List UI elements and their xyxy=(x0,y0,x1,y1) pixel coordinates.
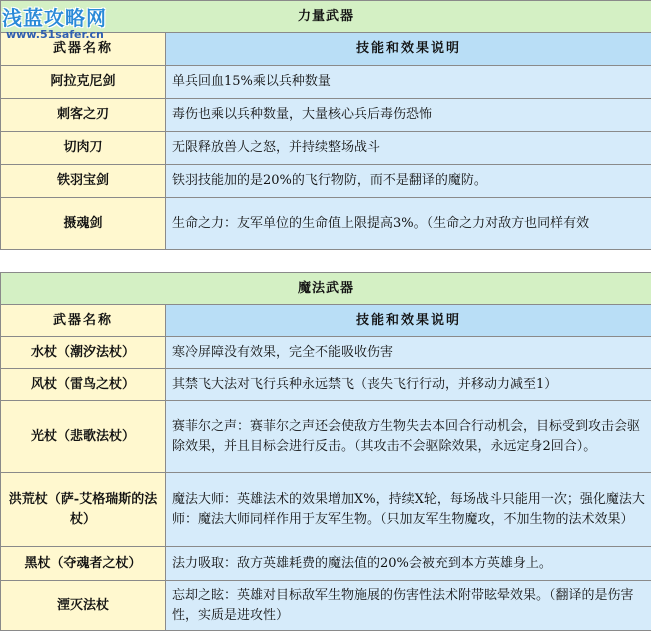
weapon-desc: 法力吸取：敌方英雄耗费的魔法值的20%会被充到本方英雄身上。 xyxy=(166,547,651,581)
weapon-desc: 毒伤也乘以兵种数量，大量核心兵后毒伤恐怖 xyxy=(166,99,651,132)
table-row xyxy=(1,66,651,99)
weapon-name: 铁羽宝剑 xyxy=(1,165,166,198)
magic-header-desc: 技能和效果说明 xyxy=(166,305,651,337)
weapon-name: 切肉刀 xyxy=(1,132,166,165)
table-row xyxy=(1,132,651,165)
weapon-name: 光杖（悲歌法杖） xyxy=(1,401,166,473)
table-row xyxy=(1,165,651,198)
weapon-desc: 单兵回血15%乘以兵种数量 xyxy=(166,66,651,99)
weapon-desc: 赛菲尔之声：赛菲尔之声还会使敌方生物失去本回合行动机会，目标受到攻击会驱除效果，并且目标会进行反击。（其攻击不会驱除效果，永远定身2回合）。 xyxy=(166,401,651,473)
site-url: www.51safer.cn xyxy=(6,28,104,41)
weapon-desc: 寒冷屏障没有效果，完全不能吸收伤害 xyxy=(166,337,651,369)
weapon-desc: 生命之力：友军单位的生命值上限提高3%。（生命之力对敌方也同样有效 xyxy=(166,198,651,250)
weapon-name: 摄魂剑 xyxy=(1,198,166,250)
strength-header-desc: 技能和效果说明 xyxy=(166,33,651,66)
strength-section-title: 力量武器 xyxy=(1,1,651,33)
weapon-desc: 铁羽技能加的是20%的飞行物防，而不是翻译的魔防。 xyxy=(166,165,651,198)
weapon-desc: 魔法大师：英雄法术的效果增加X%，持续X轮，每场战斗只能用一次；强化魔法大师：魔法大师同样作用于友军生物。（只加友军生物魔攻，不加生物的法术效果） xyxy=(166,473,651,547)
table-row xyxy=(1,473,651,547)
table-row xyxy=(1,547,651,581)
weapon-name: 洪荒杖（萨-艾格瑞斯的法杖） xyxy=(1,473,166,547)
weapon-name: 风杖（雷鸟之杖） xyxy=(1,369,166,401)
section-spacer xyxy=(0,252,651,272)
table-row xyxy=(1,99,651,132)
magic-header-name: 武器名称 xyxy=(1,305,166,337)
table-row xyxy=(1,337,651,369)
weapon-desc: 其禁飞大法对飞行兵种永远禁飞（丧失飞行行动，并移动力减至1） xyxy=(166,369,651,401)
weapon-name: 阿拉克尼剑 xyxy=(1,66,166,99)
magic-weapons-table xyxy=(0,272,651,631)
table-row xyxy=(1,198,651,250)
weapon-desc: 忘却之眩：英雄对目标敌军生物施展的伤害性法术附带眩晕效果。（翻译的是伤害性，实质是进攻性） xyxy=(166,581,651,631)
weapon-desc: 无限释放兽人之怒，并持续整场战斗 xyxy=(166,132,651,165)
table-row xyxy=(1,401,651,473)
weapon-name: 湮灭法杖 xyxy=(1,581,166,631)
strength-header-name: 武器名称 xyxy=(1,33,166,66)
weapon-name: 黑杖（夺魂者之杖） xyxy=(1,547,166,581)
magic-section-title: 魔法武器 xyxy=(1,273,651,305)
weapon-name: 水杖（潮汐法杖） xyxy=(1,337,166,369)
table-row xyxy=(1,369,651,401)
site-logo: 浅蓝攻略网 xyxy=(2,6,107,30)
weapon-name: 刺客之刃 xyxy=(1,99,166,132)
table-row xyxy=(1,581,651,631)
